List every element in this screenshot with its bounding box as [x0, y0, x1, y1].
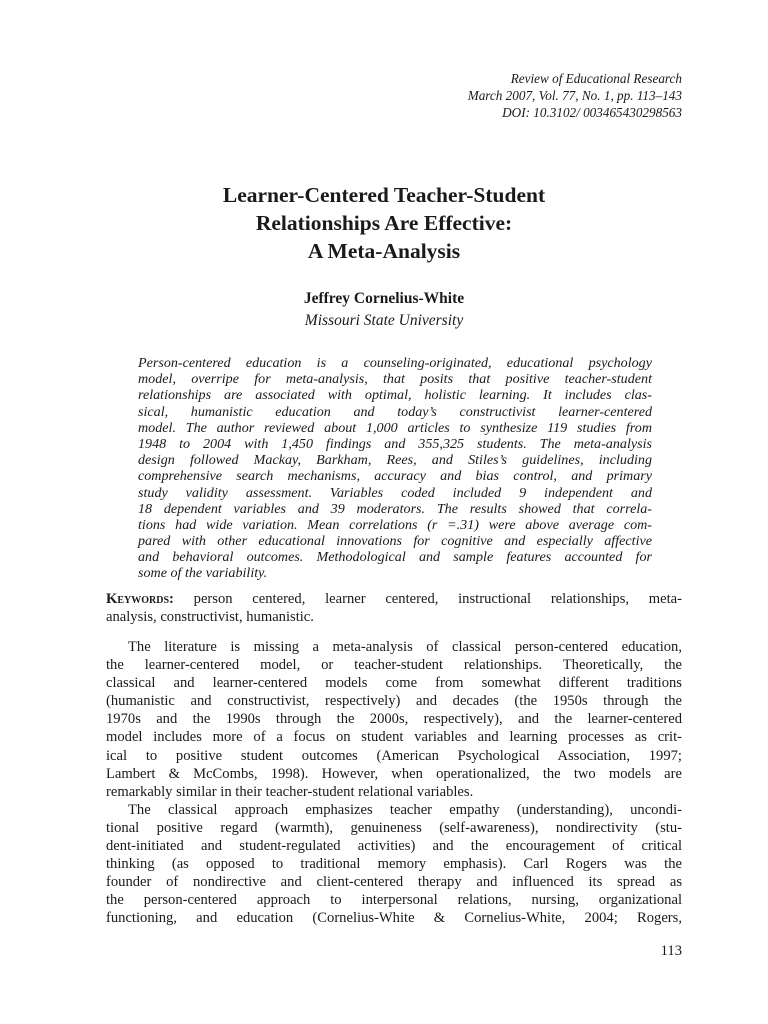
paragraph-line: remarkably similar in their teacher-student relational variables.	[106, 783, 474, 800]
abstract-line: model. The author reviewed about 1,000 articles to synthesize 119 studies from	[138, 419, 652, 436]
abstract-line: tions had wide variation. Mean correlations (r =.31) were above average com-	[138, 516, 652, 533]
journal-name: Review of Educational Research	[510, 71, 682, 86]
title-line: Learner-Centered Teacher-Student	[222, 183, 546, 207]
abstract-line: study validity assessment. Variables coded included 9 independent and	[138, 484, 652, 501]
journal-citation	[468, 70, 682, 121]
abstract-line: 1948 to 2004 with 1,450 findings and 355,325 students. The meta-analysis	[138, 435, 652, 452]
paragraph-line: tional positive regard (warmth), genuineness (self-awareness), nondirectivity (stu-	[106, 819, 682, 836]
paragraph-line: (humanistic and constructivist, respectively) and decades (the 1950s through the	[106, 693, 682, 710]
body-text	[106, 638, 682, 928]
paragraph-line: dent-initiated and student-regulated activities) and the encouragement of critical	[106, 838, 682, 855]
paragraph-line: the learner-centered model, or teacher-student relationships. Theoretically, the	[106, 657, 682, 674]
paragraph-line: Lambert & McCombs, 1998). However, when operationalized, the two models are	[106, 765, 682, 782]
abstract-line: pared with other educational innovations for cognitive and especially affective	[138, 533, 652, 550]
abstract-line: and behavioral outcomes. Methodological and sample features accounted for	[138, 549, 652, 566]
keywords-text-continued: analysis, constructivist, humanistic.	[106, 609, 314, 625]
author-affiliation: Missouri State University	[304, 312, 464, 329]
abstract-line: design followed Mackay, Barkham, Rees, and Stiles’s guidelines, including	[138, 452, 652, 469]
title-line: A Meta-Analysis	[307, 239, 461, 263]
abstract-line: 18 dependent variables and 39 moderators. The results showed that correla-	[138, 500, 652, 517]
paragraph-line: model includes more of a focus on student variables and learning processes as crit-	[106, 729, 682, 746]
keywords	[106, 590, 682, 626]
keywords-label: Keywords:	[106, 591, 174, 607]
abstract-line: model, overripe for meta-analysis, that posits that positive teacher-student	[138, 371, 652, 388]
paragraph-line: The classical approach emphasizes teacher empathy (understanding), uncondi-	[128, 801, 682, 818]
paragraph-line: The literature is missing a meta-analysis of classical person-centered education,	[128, 639, 682, 655]
page-number: 113	[660, 943, 682, 959]
abstract-line: some of the variability.	[138, 565, 268, 582]
author-name: Jeffrey Cornelius-White	[303, 290, 465, 307]
paragraph-line: 1970s and the 1990s through the 2000s, respectively), and the learner-centered	[106, 711, 682, 728]
paragraph-line: functioning, and education (Cornelius-White & Cornelius-White, 2004; Rogers,	[106, 910, 682, 927]
paragraph-line: ical to positive student outcomes (American Psychological Association, 1997;	[106, 747, 682, 764]
paragraph-line: the person-centered approach to interpersonal relations, nursing, organizational	[106, 892, 682, 909]
journal-issue: March 2007, Vol. 77, No. 1, pp. 113–143	[467, 88, 682, 103]
keywords-text: person centered, learner centered, instructional relationships, meta-	[193, 591, 682, 607]
article-title	[0, 181, 768, 265]
journal-doi: DOI: 10.3102/ 003465430298563	[502, 105, 682, 120]
abstract-line: comprehensive search mechanisms, accuracy and bias control, and primary	[138, 468, 652, 485]
paragraph-line: founder of nondirective and client-centered therapy and influenced its spread as	[106, 874, 682, 891]
title-line: Relationships Are Effective:	[255, 211, 513, 235]
abstract-line: Person-centered education is a counseling-originated, educational psychology	[138, 355, 652, 371]
abstract-line: relationships are associated with optimal, holistic learning. It includes clas-	[138, 387, 652, 404]
paragraph-line: thinking (as opposed to traditional memory emphasis). Carl Rogers was the	[106, 856, 682, 873]
paragraph-line: classical and learner-centered models come from somewhat different traditions	[106, 675, 682, 692]
abstract	[138, 355, 652, 582]
abstract-line: sical, humanistic education and today’s constructivist learner-centered	[138, 403, 652, 420]
